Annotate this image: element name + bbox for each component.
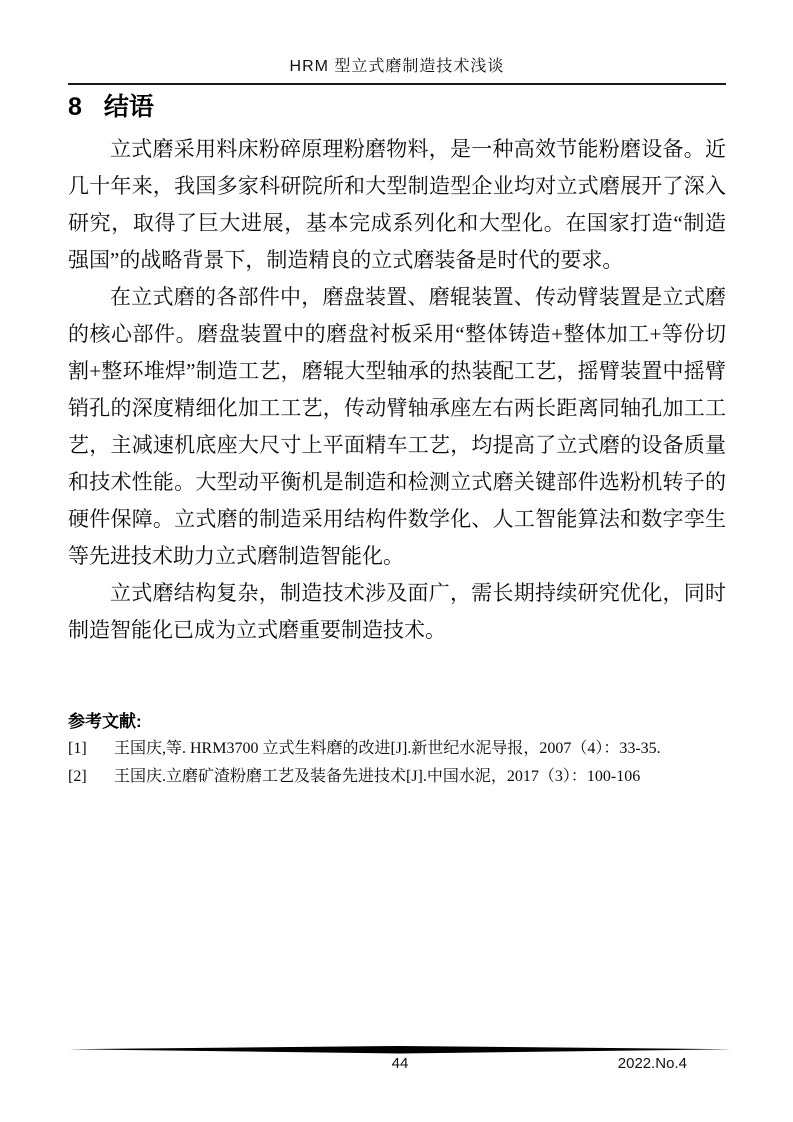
section-number: 8 [68,93,82,121]
paragraph-2: 在立式磨的各部件中，磨盘装置、磨辊装置、传动臂装置是立式磨的核心部件。磨盘装置中的磨盘衬板采用“整体铸造+整体加工+等份切割+整环堆焊”制造工艺，磨辊大型轴承的热装配工艺，摇臂装置中摇臂销孔的深度精细化加工工艺，传动臂轴承座左右两长距离同轴孔加工工艺，主减速机底座大尺寸上平面精车工艺，均提高了立式磨的设备质量和技术性能。大型动平衡机是制造和检测立式磨关键部件选粉机转子的硬件保障。立式磨的制造采用结构件数学化、人工智能算法和数字孪生等先进技术助力立式磨制造智能化。 [68,285,726,568]
page-footer [68,1046,732,1075]
body-text [68,131,726,649]
section-title: 结语 [103,93,154,121]
footer-row [68,1055,732,1075]
paragraph-1: 立式磨采用料床粉碎原理粉磨物料，是一种高效节能粉磨设备。近几十年来，我国多家科研院所和大型制造型企业均对立式磨展开了深入研究，取得了巨大进展，基本完成系列化和大型化。在国家打造“制造强国”的战略背景下，制造精良的立式磨装备是时代的要求。 [68,137,726,272]
references-heading: 参考文献: [68,712,142,731]
reference-item [68,735,726,763]
reference-text: 王国庆.立磨矿渣粉磨工艺及装备先进技术[J].中国水泥，2017（3）：100-106 [114,768,641,785]
references-section [68,709,726,791]
page-content [68,0,726,791]
reference-label: [1] [68,740,87,757]
reference-label: [2] [68,768,87,785]
reference-item [68,763,726,791]
paragraph-3: 立式磨结构复杂，制造技术涉及面广，需长期持续研究优化，同时制造智能化已成为立式磨重要制造技术。 [68,581,726,642]
footer-issue: 2022.No.4 [617,1055,687,1072]
footer-page-number: 44 [391,1055,409,1072]
footer-rule [68,1046,732,1054]
section-heading [68,92,726,122]
running-header-title: HRM 型立式磨制造技术浅谈 [289,58,505,75]
reference-text: 王国庆,等. HRM3700 立式生料磨的改进[J].新世纪水泥导报，2007（4）：33-35. [114,740,661,757]
running-header [68,0,726,85]
header-rule [68,83,726,85]
